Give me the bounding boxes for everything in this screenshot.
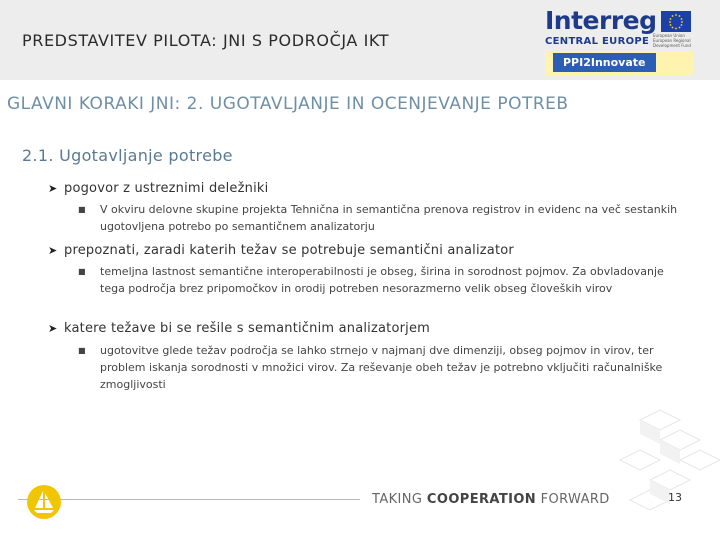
list-subitem (78, 342, 678, 393)
footer-divider (18, 499, 360, 500)
bullet-icon: ■ (78, 205, 86, 214)
arrow-bullet-icon: ➤ (48, 182, 58, 195)
eu-fund-label: European Union European Regional Development Fund (653, 33, 691, 48)
list-subitem-text: temeljna lastnost semantične interoperabilnosti je obseg, širina in sorodnost pojmov. Za obvladovanje tega področja brez pripomočkov in orodij potreben nesorazmerno velik obseg človeških virov (100, 265, 664, 295)
bullet-icon: ■ (78, 346, 86, 355)
project-badge (545, 51, 693, 75)
list-item-label: prepoznati, zaradi katerih težav se potrebuje semantični analizator (64, 243, 514, 258)
footer-tagline-end: FORWARD (536, 492, 610, 507)
footer-tagline-start: TAKING (372, 492, 427, 507)
page-number: 13 (668, 491, 682, 504)
list-item-label: pogovor z ustreznimi deležniki (64, 181, 269, 196)
footer-tagline-bold: COOPERATION (426, 492, 537, 507)
project-badge-label: PPI2Innovate (553, 53, 656, 72)
arrow-bullet-icon: ➤ (48, 322, 58, 335)
list-item-label: katere težave bi se rešile s semantičnim analizatorjem (64, 321, 431, 336)
list-item (48, 321, 430, 336)
logo-subtitle: CENTRAL EUROPE (545, 36, 650, 47)
bullet-icon: ■ (78, 267, 86, 276)
list-subitem-text: ugotovitve glede težav področja se lahko strnejo v najmanj dve dimenziji, obseg pojmov in virov, ter problem iskanja sorodnosti v množici virov. Za reševanje obeh težav je potrebno vključiti računalniške zmogljivosti (100, 344, 663, 391)
slide-heading: GLAVNI KORAKI JNI: 2. UGOTAVLJANJE IN OCENJEVANJE POTREB (7, 94, 569, 114)
list-subitem-text: V okviru delovne skupine projekta Tehnična in semantična prenova registrov in evidenc na več sestankih ugotovljena potrebo po semantičnem analizatorju (100, 203, 678, 233)
list-subitem (78, 201, 678, 235)
decorative-cubes-icon (600, 400, 720, 540)
slide-subheading: 2.1. Ugotavljanje potrebe (22, 146, 233, 165)
header-title: PREDSTAVITEV PILOTA: JNI S PODROČJA IKT (22, 31, 390, 50)
footer-tagline (372, 492, 610, 507)
list-subitem (78, 263, 678, 297)
sailboat-logo-icon (26, 484, 62, 520)
list-item (48, 181, 268, 196)
interreg-logo (545, 6, 693, 75)
arrow-bullet-icon: ➤ (48, 244, 58, 257)
eu-flag-icon (661, 11, 691, 32)
logo-word: Interreg (545, 6, 657, 35)
header-bar (0, 0, 720, 80)
list-item (48, 243, 514, 258)
